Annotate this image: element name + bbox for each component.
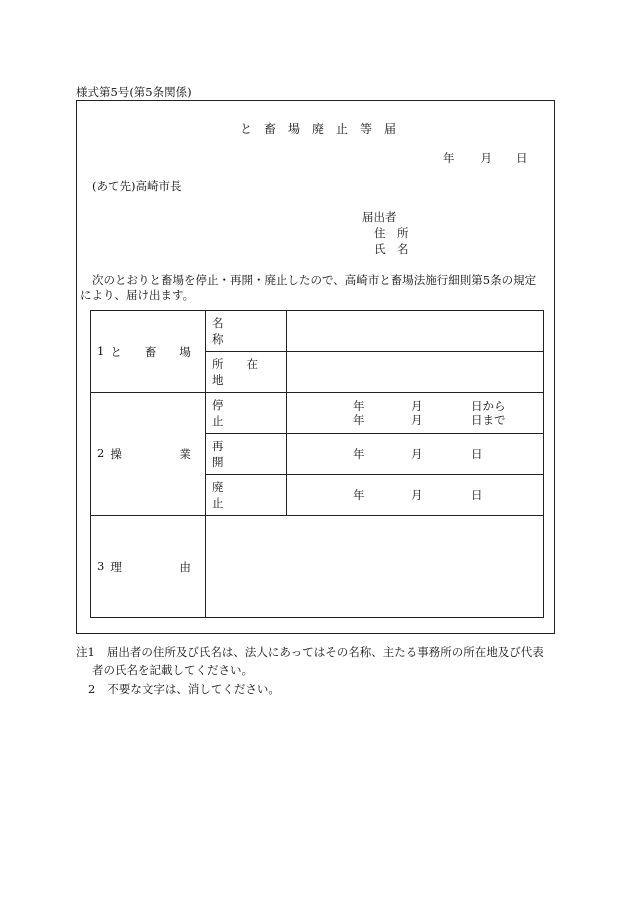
name-label: 名 称 xyxy=(212,316,270,346)
stop-dates-cell[interactable] xyxy=(287,393,544,434)
applicant-address-label: 住 所 xyxy=(374,226,409,240)
location-label-cell xyxy=(206,352,287,393)
note2-number: 2 xyxy=(88,682,96,696)
body-text-line2: により、届け出ます。 xyxy=(80,288,195,302)
abolish-date xyxy=(287,487,543,503)
section2-number: 2 xyxy=(97,446,105,460)
section1-number: 1 xyxy=(97,343,105,358)
section2-label: 操 業 xyxy=(110,447,191,461)
resume-label-cell xyxy=(206,434,287,475)
reason-value-cell[interactable] xyxy=(206,516,544,618)
resume-label: 再 開 xyxy=(212,439,270,469)
stop-from-date xyxy=(287,399,543,413)
stop-label: 停 止 xyxy=(212,398,270,428)
note2 xyxy=(88,681,280,697)
resume-date-cell[interactable] xyxy=(287,434,544,475)
note1-line1: 届出者の住所及び氏名は、法人にあってはその名称、主たる事務所の所在地及び代表 xyxy=(106,645,544,659)
stop-to-day: 日まで xyxy=(471,413,506,427)
note1-prefix: 注1 xyxy=(76,645,95,659)
resume-date xyxy=(287,446,543,462)
form-number: 様式第5号(第5条関係) xyxy=(76,85,192,99)
location-label: 所 在 地 xyxy=(212,357,281,387)
note1-line2: 者の氏名を記載してください。 xyxy=(92,663,253,677)
stop-to-month: 月 xyxy=(411,413,423,427)
date-year: 年 xyxy=(443,151,455,165)
form-table xyxy=(90,310,544,618)
stop-from-day: 日から xyxy=(471,399,506,413)
resume-month: 月 xyxy=(411,447,423,461)
abolish-month: 月 xyxy=(411,488,423,502)
section3-label: 理 由 xyxy=(110,559,191,574)
applicant-label: 届出者 xyxy=(362,210,397,224)
abolish-day: 日 xyxy=(471,488,483,502)
form-title: と 畜 場 廃 止 等 届 xyxy=(240,122,397,136)
stop-from-year: 年 xyxy=(353,399,365,413)
stop-from-month: 月 xyxy=(411,399,423,413)
abolish-date-cell[interactable] xyxy=(287,475,544,516)
stop-to-year: 年 xyxy=(353,413,365,427)
section2-label-cell xyxy=(91,393,206,516)
body-text-line1: 次のとおりと畜場を停止・再開・廃止したので、高崎市と畜場法施行細則第5条の規定 xyxy=(92,273,537,287)
date-day: 日 xyxy=(516,151,528,165)
section3-label-cell xyxy=(91,516,206,618)
resume-day: 日 xyxy=(471,447,483,461)
abolish-year: 年 xyxy=(353,488,365,502)
note2-text: 不要な文字は、消してください。 xyxy=(107,682,280,696)
abolish-label: 廃 止 xyxy=(212,480,270,510)
resume-year: 年 xyxy=(353,447,365,461)
date-month: 月 xyxy=(480,151,492,165)
stop-label-cell xyxy=(206,393,287,434)
abolish-label-cell xyxy=(206,475,287,516)
location-value-cell[interactable] xyxy=(287,352,544,393)
addressee: (あて先)高崎市長 xyxy=(92,179,182,193)
applicant-name-label: 氏 名 xyxy=(374,242,409,256)
note1 xyxy=(76,644,544,660)
section1-label-cell xyxy=(91,311,206,393)
name-label-cell xyxy=(206,311,287,352)
stop-to-date xyxy=(287,413,543,427)
section3-number: 3 xyxy=(97,558,105,573)
section1-label: と 畜 場 xyxy=(110,344,191,359)
date-line xyxy=(443,150,528,166)
name-value-cell[interactable] xyxy=(287,311,544,352)
